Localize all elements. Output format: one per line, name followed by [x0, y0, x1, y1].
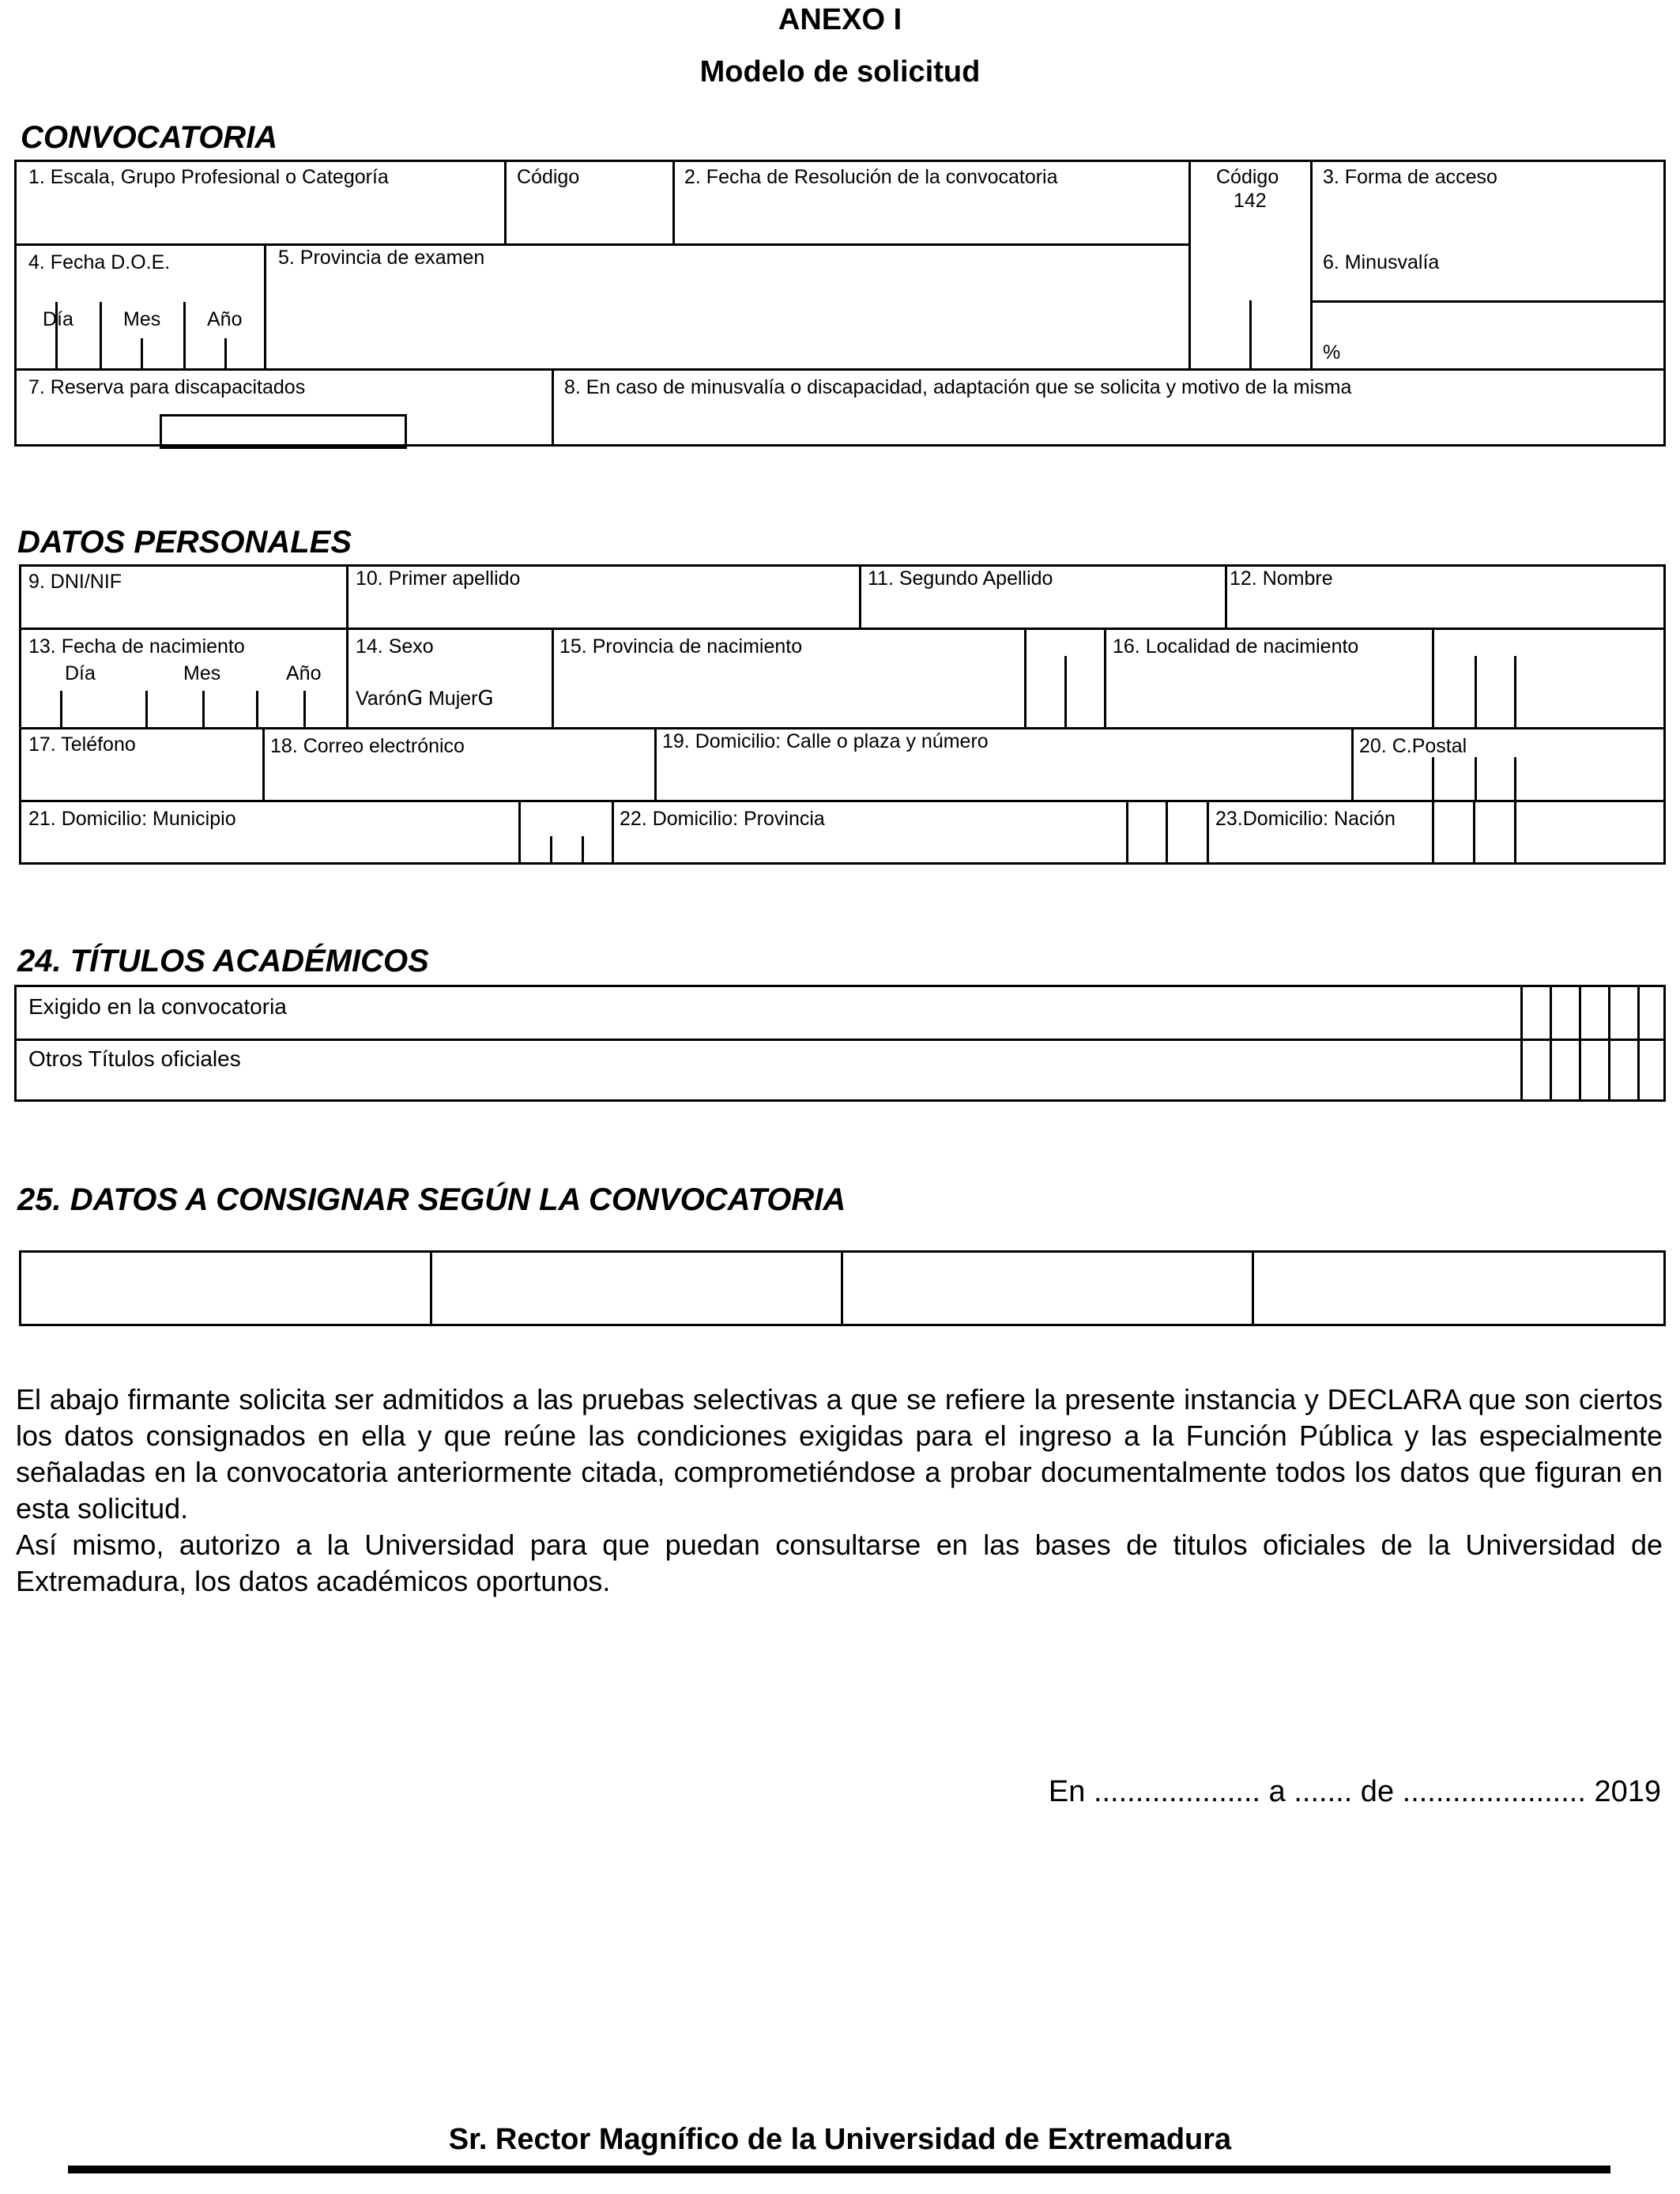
sexo-options — [356, 688, 494, 711]
field-domicilio-municipio[interactable]: 21. Domicilio: Municipio — [28, 808, 236, 830]
annex-title: ANEXO I — [778, 3, 902, 36]
section-titulos-title: 24. TÍTULOS ACADÉMICOS — [17, 944, 429, 978]
datos-personales-table — [19, 564, 1666, 865]
label-varon: Varón — [356, 688, 407, 710]
field-domicilio-provincia[interactable]: 22. Domicilio: Provincia — [620, 808, 825, 830]
datos-consignar-cell-1[interactable] — [21, 1253, 430, 1324]
datos-consignar-cell-4[interactable] — [1254, 1253, 1663, 1324]
field-forma-acceso[interactable]: 3. Forma de acceso — [1323, 166, 1497, 188]
field-fecha-nacimiento[interactable]: 13. Fecha de nacimiento — [28, 635, 245, 658]
declaration-text — [16, 1382, 1663, 1600]
place-date-line[interactable]: En .................... a ....... de ...................... 2019 — [1048, 1775, 1661, 1808]
field-primer-apellido[interactable]: 10. Primer apellido — [356, 567, 521, 590]
declaration-paragraph-2: Así mismo, autorizo a la Universidad para que puedan consultarse en las bases de titulos oficiales de la Universidad de Extremadura, los datos académicos oportunos. — [16, 1529, 1663, 1597]
field-correo-electronico[interactable]: 18. Correo electrónico — [270, 735, 465, 757]
datos-consignar-cell-3[interactable] — [843, 1253, 1252, 1324]
field-escala-grupo[interactable]: 1. Escala, Grupo Profesional o Categoría — [28, 166, 389, 188]
field-telefono[interactable]: 17. Teléfono — [28, 733, 136, 756]
percent-sign: % — [1323, 341, 1341, 364]
label-anio: Año — [286, 662, 322, 684]
field-adaptacion[interactable]: 8. En caso de minusvalía o discapacidad, adaptación que se solicita y motivo de la misma — [564, 376, 1352, 398]
field-codigo[interactable]: Código — [517, 166, 580, 188]
field-minusvalia[interactable]: 6. Minusvalía — [1323, 251, 1440, 273]
field-titulo-exigido[interactable]: Exigido en la convocatoria — [28, 994, 287, 1019]
label-mes: Mes — [123, 308, 161, 330]
codigo-value: 142 — [1234, 190, 1267, 212]
field-codigo-postal[interactable]: 20. C.Postal — [1359, 735, 1467, 757]
reserva-checkbox[interactable] — [160, 414, 407, 449]
field-localidad-nacimiento[interactable]: 16. Localidad de nacimiento — [1113, 635, 1359, 658]
section-datos-personales-title: DATOS PERSONALES — [17, 525, 352, 560]
footer-rule — [68, 2166, 1610, 2173]
label-anio: Año — [207, 308, 243, 330]
field-provincia-examen[interactable]: 5. Provincia de examen — [278, 247, 485, 269]
field-domicilio-nacion[interactable]: 23.Domicilio: Nación — [1215, 808, 1396, 830]
field-otros-titulos[interactable]: Otros Títulos oficiales — [28, 1046, 241, 1071]
field-segundo-apellido[interactable]: 11. Segundo Apellido — [868, 567, 1053, 590]
field-fecha-doe[interactable]: 4. Fecha D.O.E. — [28, 251, 171, 273]
field-domicilio-calle[interactable]: 19. Domicilio: Calle o plaza y número — [662, 730, 989, 752]
label-mujer: Mujer — [428, 688, 478, 710]
datos-consignar-cell-2[interactable] — [432, 1253, 841, 1324]
addressee: Sr. Rector Magnífico de la Universidad de Extremadura — [448, 2123, 1232, 2156]
form-subtitle: Modelo de solicitud — [699, 55, 981, 89]
label-dia: Día — [65, 662, 96, 684]
convocatoria-table — [14, 160, 1666, 447]
field-dni-nif[interactable]: 9. DNI/NIF — [28, 571, 122, 593]
varon-checkbox[interactable]: G — [406, 687, 424, 711]
section-datos-consignar-title: 25. DATOS A CONSIGNAR SEGÚN LA CONVOCATORIA — [17, 1182, 846, 1217]
section-convocatoria-title: CONVOCATORIA — [21, 120, 278, 155]
mujer-checkbox[interactable]: G — [477, 687, 494, 711]
field-codigo-2: Código — [1216, 166, 1279, 188]
field-fecha-resolucion[interactable]: 2. Fecha de Resolución de la convocatoria — [684, 166, 1058, 188]
label-dia: Día — [43, 308, 73, 330]
label-mes: Mes — [183, 662, 221, 684]
field-provincia-nacimiento[interactable]: 15. Provincia de nacimiento — [559, 635, 803, 658]
field-reserva-discapacitados: 7. Reserva para discapacitados — [28, 376, 306, 398]
declaration-paragraph-1: El abajo firmante solicita ser admitidos a las pruebas selectivas a que se refiere la presente instancia y DECLARA que son ciertos los datos consignados en ella y que reúne las condiciones exigidas para el ingreso a la Función Pública y las especialmente señaladas en la convocatoria anteriormente citada, comprometiéndose a probar documentalmente todos los datos que figuran en esta solicitud. — [16, 1383, 1663, 1525]
field-sexo: 14. Sexo — [356, 635, 434, 658]
field-nombre[interactable]: 12. Nombre — [1230, 567, 1333, 590]
